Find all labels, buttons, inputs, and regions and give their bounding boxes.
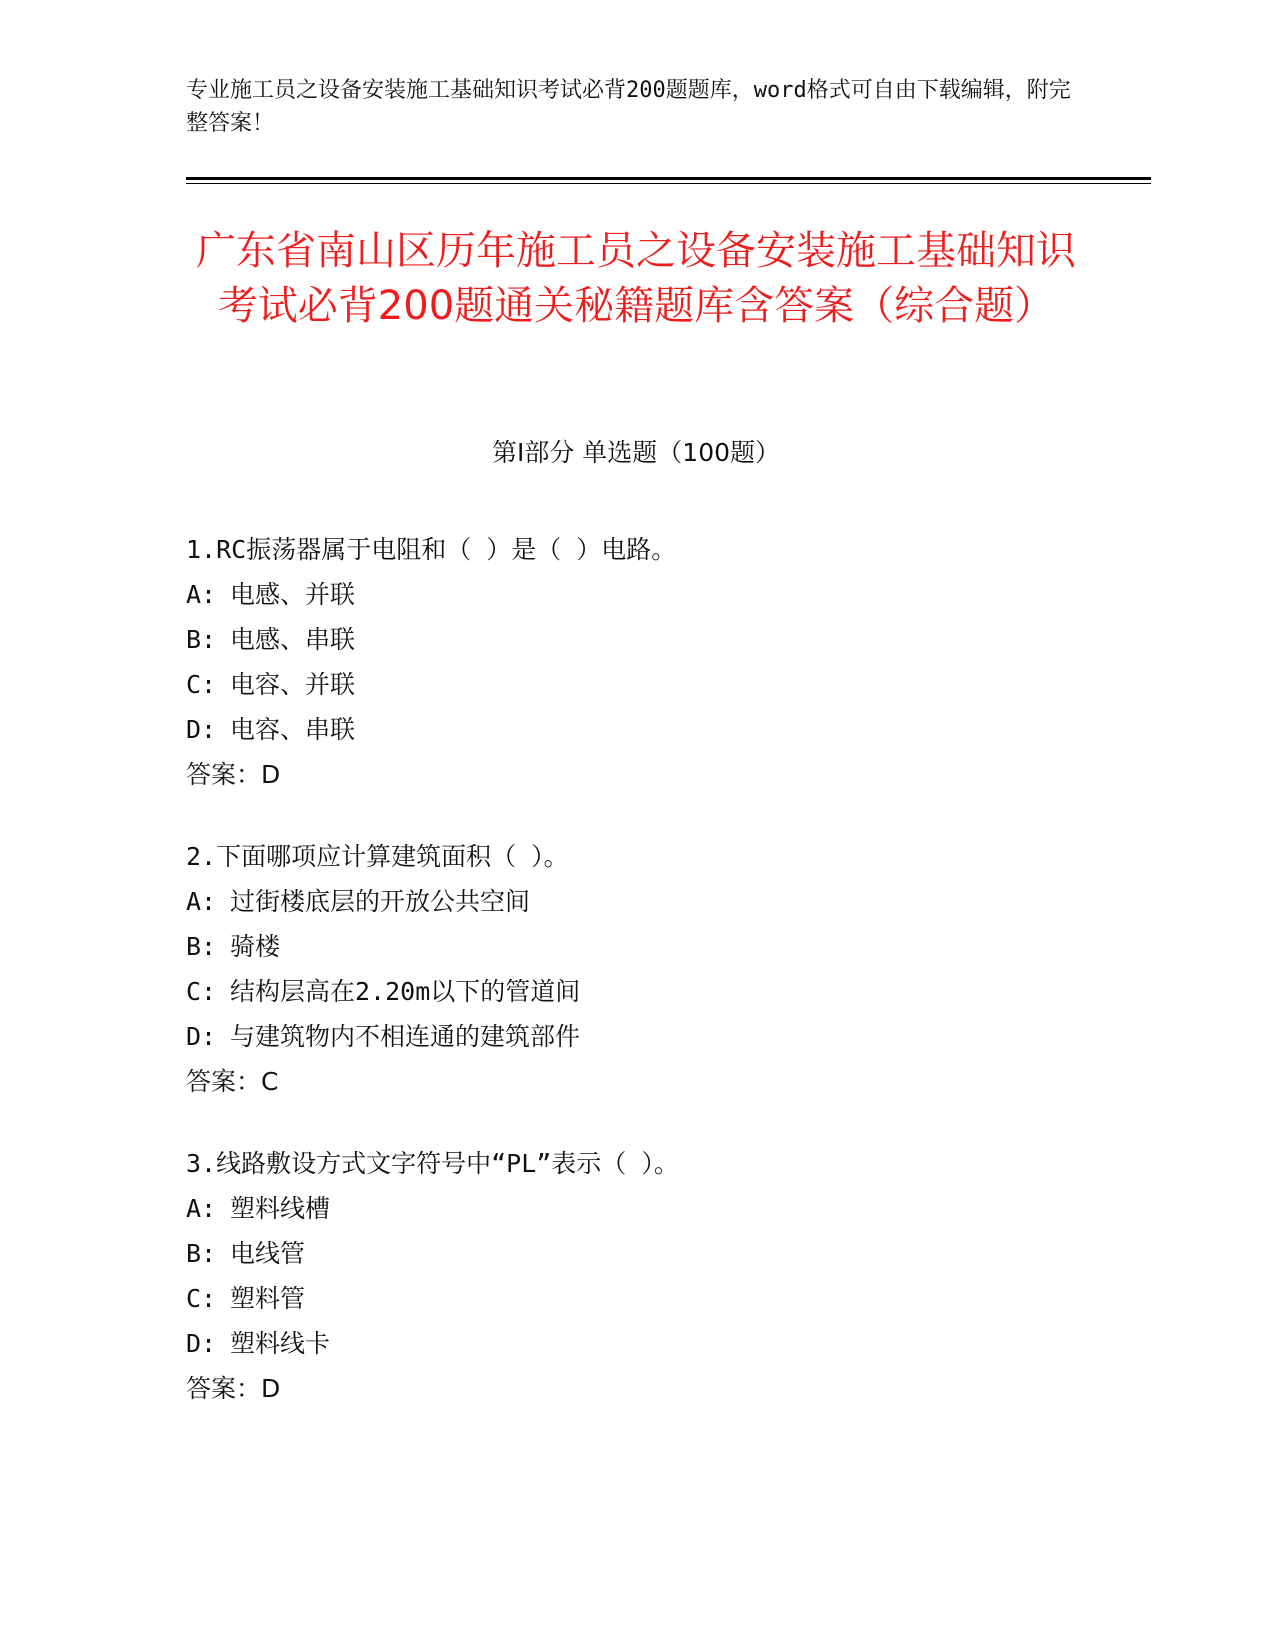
- question-option: [186, 662, 1136, 707]
- option-key: C:: [186, 1284, 217, 1313]
- option-key: A:: [186, 580, 217, 609]
- question-option: [186, 617, 1136, 662]
- option-key: A:: [186, 1194, 217, 1223]
- option-text: 骑楼: [230, 932, 281, 961]
- question-option: [186, 572, 1136, 617]
- option-text: 电容、串联: [230, 715, 356, 744]
- option-key: D:: [186, 715, 217, 744]
- option-text: 过街楼底层的开放公共空间: [230, 887, 531, 916]
- question-option: [186, 969, 1136, 1014]
- question-list: [186, 527, 1136, 1448]
- option-key: C:: [186, 670, 217, 699]
- question-option: [186, 1186, 1136, 1231]
- option-key: D:: [186, 1329, 217, 1358]
- option-text: 塑料管: [230, 1284, 306, 1313]
- option-text: 塑料线卡: [230, 1329, 331, 1358]
- document-title: 广东省南山区历年施工员之设备安装施工基础知识考试必背200题通关秘籍题库含答案（综合题）: [196, 228, 1076, 329]
- question-answer: 答案：D: [186, 760, 281, 789]
- question-item-2: [186, 834, 1136, 1104]
- option-text: 电线管: [230, 1239, 306, 1268]
- section-title: 第Ⅰ部分 单选题（100题）: [491, 438, 781, 467]
- option-text: 电感、并联: [230, 580, 356, 609]
- header-divider-thick: [186, 177, 1151, 180]
- header-note: 专业施工员之设备安装施工基础知识考试必背200题题库，word格式可自由下载编辑，附完整答案！: [186, 78, 1071, 136]
- option-text: 电容、并联: [230, 670, 356, 699]
- option-key: C:: [186, 977, 217, 1006]
- question-option: [186, 707, 1136, 752]
- option-key: B:: [186, 932, 217, 961]
- question-option: [186, 1014, 1136, 1059]
- header-divider-thin: [186, 183, 1151, 184]
- option-text: 电感、串联: [230, 625, 356, 654]
- question-option: [186, 924, 1136, 969]
- question-stem: 1.RC振荡器属于电阻和（ ）是（ ）电路。: [186, 535, 677, 564]
- question-option: [186, 1231, 1136, 1276]
- option-key: B:: [186, 625, 217, 654]
- question-option: [186, 1276, 1136, 1321]
- question-stem: 2.下面哪项应计算建筑面积（ ）。: [186, 842, 569, 871]
- question-option: [186, 879, 1136, 924]
- question-stem: 3.线路敷设方式文字符号中“PL”表示（ ）。: [186, 1149, 679, 1178]
- option-text: 与建筑物内不相连通的建筑部件: [230, 1022, 581, 1051]
- question-answer: 答案：C: [186, 1067, 279, 1096]
- option-text: 结构层高在2.20m以下的管道间: [230, 977, 581, 1006]
- option-key: B:: [186, 1239, 217, 1268]
- question-option: [186, 1321, 1136, 1366]
- option-key: A:: [186, 887, 217, 916]
- option-key: D:: [186, 1022, 217, 1051]
- question-item-1: [186, 527, 1136, 797]
- question-item-3: [186, 1141, 1136, 1411]
- option-text: 塑料线槽: [230, 1194, 331, 1223]
- question-answer: 答案：D: [186, 1374, 281, 1403]
